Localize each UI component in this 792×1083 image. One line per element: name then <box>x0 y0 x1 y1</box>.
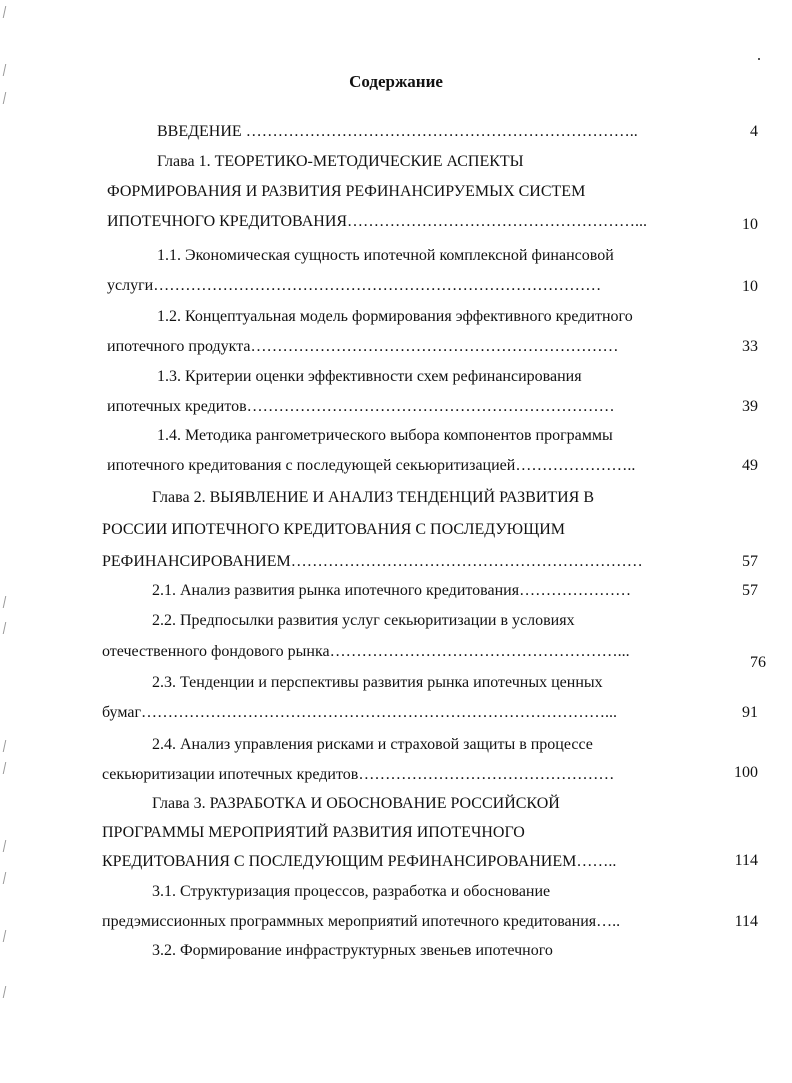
toc-entry-line: Глава 2. ВЫЯВЛЕНИЕ И АНАЛИЗ ТЕНДЕНЦИЙ РАЗВИТИЯ В <box>152 489 595 506</box>
toc-entry-line: Глава 1. ТЕОРЕТИКО-МЕТОДИЧЕСКИЕ АСПЕКТЫ <box>157 153 524 170</box>
toc-entry-line: 1.3. Критерии оценки эффективности схем рефинансирования <box>157 368 582 385</box>
scan-mark <box>3 92 13 104</box>
toc-entry-line: предэмиссионных программных мероприятий ипотечного кредитования….. <box>102 913 621 930</box>
toc-page-number: 114 <box>734 913 758 930</box>
toc-page-number: 76 <box>750 654 766 671</box>
toc-entry-line: ИПОТЕЧНОГО КРЕДИТОВАНИЯ………………………………………………... <box>107 213 648 230</box>
toc-entry-line: ВВЕДЕНИЕ ……………………………………………………………….. <box>157 123 638 140</box>
scan-mark <box>3 596 13 608</box>
toc-entry-line: ипотечного продукта…………………………………………………………… <box>107 338 619 355</box>
toc-entry-line: бумаг……………………………………………………………………………... <box>102 704 617 721</box>
toc-entry-line: КРЕДИТОВАНИЯ С ПОСЛЕДУЮЩИМ РЕФИНАНСИРОВАНИЕМ…….. <box>102 853 617 870</box>
scan-mark <box>3 872 13 884</box>
scan-mark <box>3 740 13 752</box>
toc-entry-line: РЕФИНАНСИРОВАНИЕМ………………………………………………………… <box>102 553 643 570</box>
toc-entry-line: 1.1. Экономическая сущность ипотечной комплексной финансовой <box>157 247 614 264</box>
scan-mark <box>3 840 13 852</box>
toc-entry-line: секьюритизации ипотечных кредитов………………………………………… <box>102 766 615 783</box>
scan-mark <box>3 622 13 634</box>
toc-entry-line: 2.4. Анализ управления рисками и страховой защиты в процессе <box>152 736 593 753</box>
page-title: Содержание <box>349 72 443 91</box>
toc-page-number: 4 <box>750 123 758 140</box>
toc-page-number: 57 <box>742 582 758 599</box>
toc-entry-line: ФОРМИРОВАНИЯ И РАЗВИТИЯ РЕФИНАНСИРУЕМЫХ СИСТЕМ <box>107 183 586 200</box>
toc-entry-line: ипотечных кредитов…………………………………………………………… <box>107 398 615 415</box>
toc-entry-line: ПРОГРАММЫ МЕРОПРИЯТИЙ РАЗВИТИЯ ИПОТЕЧНОГО <box>102 824 525 841</box>
toc-page-number: 49 <box>742 457 758 474</box>
scan-mark <box>3 930 13 942</box>
toc-entry-line: Глава 3. РАЗРАБОТКА И ОБОСНОВАНИЕ РОССИЙСКОЙ <box>152 795 560 812</box>
scan-mark <box>3 6 13 18</box>
toc-entry-line: 3.2. Формирование инфраструктурных звеньев ипотечного <box>152 942 553 959</box>
toc-page-number: 100 <box>734 764 758 781</box>
toc-page-number: 10 <box>742 216 758 233</box>
toc-entry-line: отечественного фондового рынка………………………………………………... <box>102 643 630 660</box>
scan-mark <box>3 762 13 774</box>
toc-entry-line: 2.2. Предпосылки развития услуг секьюритизации в условиях <box>152 612 575 629</box>
toc-page-number: 33 <box>742 338 758 355</box>
toc-entry-line: 2.3. Тенденции и перспективы развития рынка ипотечных ценных <box>152 674 603 691</box>
toc-entry-line: 3.1. Структуризация процессов, разработка и обоснование <box>152 883 551 900</box>
toc-entry-line: услуги………………………………………………………………………… <box>107 277 602 294</box>
toc-page-number: 10 <box>742 278 758 295</box>
scan-dot <box>758 58 760 60</box>
toc-page-number: 39 <box>742 398 758 415</box>
toc-entry-line: 1.2. Концептуальная модель формирования эффективного кредитного <box>157 308 633 325</box>
scan-mark <box>3 986 13 998</box>
toc-page-number: 57 <box>742 553 758 570</box>
toc-entry-line: 1.4. Методика рангометрического выбора компонентов программы <box>157 427 613 444</box>
toc-page-number: 91 <box>742 704 758 721</box>
toc-entry-line: 2.1. Анализ развития рынка ипотечного кредитования………………… <box>152 582 632 599</box>
toc-entry-line: РОССИИ ИПОТЕЧНОГО КРЕДИТОВАНИЯ С ПОСЛЕДУЮЩИМ <box>102 521 566 538</box>
toc-entry-line: ипотечного кредитования с последующей секьюритизацией………………….. <box>107 457 636 474</box>
toc-page-number: 114 <box>734 852 758 869</box>
